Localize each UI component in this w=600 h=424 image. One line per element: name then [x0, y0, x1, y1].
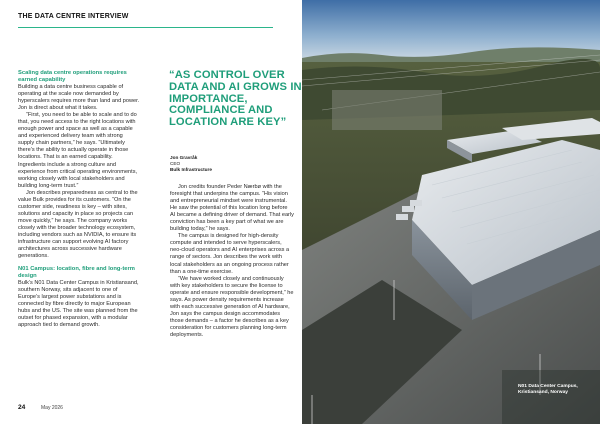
caption-line-1: N01 Data Center Campus, — [518, 384, 578, 389]
subheading-n01-campus: N01 Campus: location, fibre and long-term design — [18, 266, 135, 280]
quote-attribution — [170, 155, 280, 172]
attribution-name: Jon Gravråk — [170, 155, 198, 160]
paragraph: Jon describes preparedness as central to the value Bulk provides for its customers. “On the customer side, readiness is key – with sites, solutions and capacity in place so projects can move quickly,” he says. The company works closely with the broader technology ecosystem, including vendors such as NVIDIA, to ensure its infrastructure can support evolving AI factory architectures across successive hardware generations. — [18, 189, 138, 260]
caption-line-2: Kristiansand, Norway — [518, 390, 569, 395]
data-center-photo — [302, 0, 600, 424]
paragraph: “First, you need to be able to scale and to do that, you need access to the right locations with enough power and space as well as a capable and experienced delivery team with strong supply chain partners,” he says. “Ultimately there’s the ability to actually operate in those locations. That is an earned capability. Ingredients include a strong culture and experience from critical operating environments, working closely with local stakeholders and building long-term trust.” — [18, 112, 138, 189]
attribution-company: Bulk Infrastructure — [170, 166, 212, 172]
issue-date: May 2026 — [41, 405, 63, 411]
paragraph: Jon credits founder Peder Nærbø with the foresight that underpins the campus. “His vision and entrepreneurial mindset were instrumental. He saw the potential of this location long before AI became a defining driver of demand. That early conviction has been a key part of what we are building today,” he says. — [170, 184, 294, 233]
article-column-left — [18, 70, 140, 330]
paragraph: Bulk’s N01 Data Center Campus in Kristiansand, southern Norway, sits adjacent to one of Europe’s largest power substations and is connected by fibre directly to major European hubs and the US. The site was planned from the outset for phased expansion, with a modular approach tied to demand growth. — [18, 280, 139, 329]
paragraph: Building a data centre business capable of operating at the scale now demanded by hyperscalers requires more than land and power. Jon is direct about what it takes. — [18, 84, 140, 112]
paragraph: The campus is designed for high-density compute and intended to serve hyperscalers, neo-cloud operators and AI enterprises across a range of sectors. Jon describes the work with local stakeholders as an ongoing process rather than a one-time exercise. — [170, 233, 290, 275]
page-number: 24 — [18, 404, 26, 411]
photo-caption — [518, 384, 594, 396]
article-column-middle — [170, 184, 294, 339]
pull-quote: “AS CONTROL OVER DATA AND AI GROWS IN IMPORTANCE, COMPLIANCE AND LOCATION ARE KEY” — [169, 69, 302, 129]
header-divider — [18, 27, 273, 28]
section-title: THE DATA CENTRE INTERVIEW — [18, 13, 129, 20]
attribution-role: CEO — [170, 160, 181, 166]
subheading-scaling: Scaling data centre operations requires earned capability — [18, 70, 127, 83]
paragraph: “We have worked closely and continuously with key stakeholders to secure the license to operate and ensure responsible development,” he says. As power density requirements increase with each successive generation of AI hardware, Jon says the campus design accommodates those demands – a factor he describes as a key consideration for customers planning long-term deployments. — [170, 275, 294, 338]
